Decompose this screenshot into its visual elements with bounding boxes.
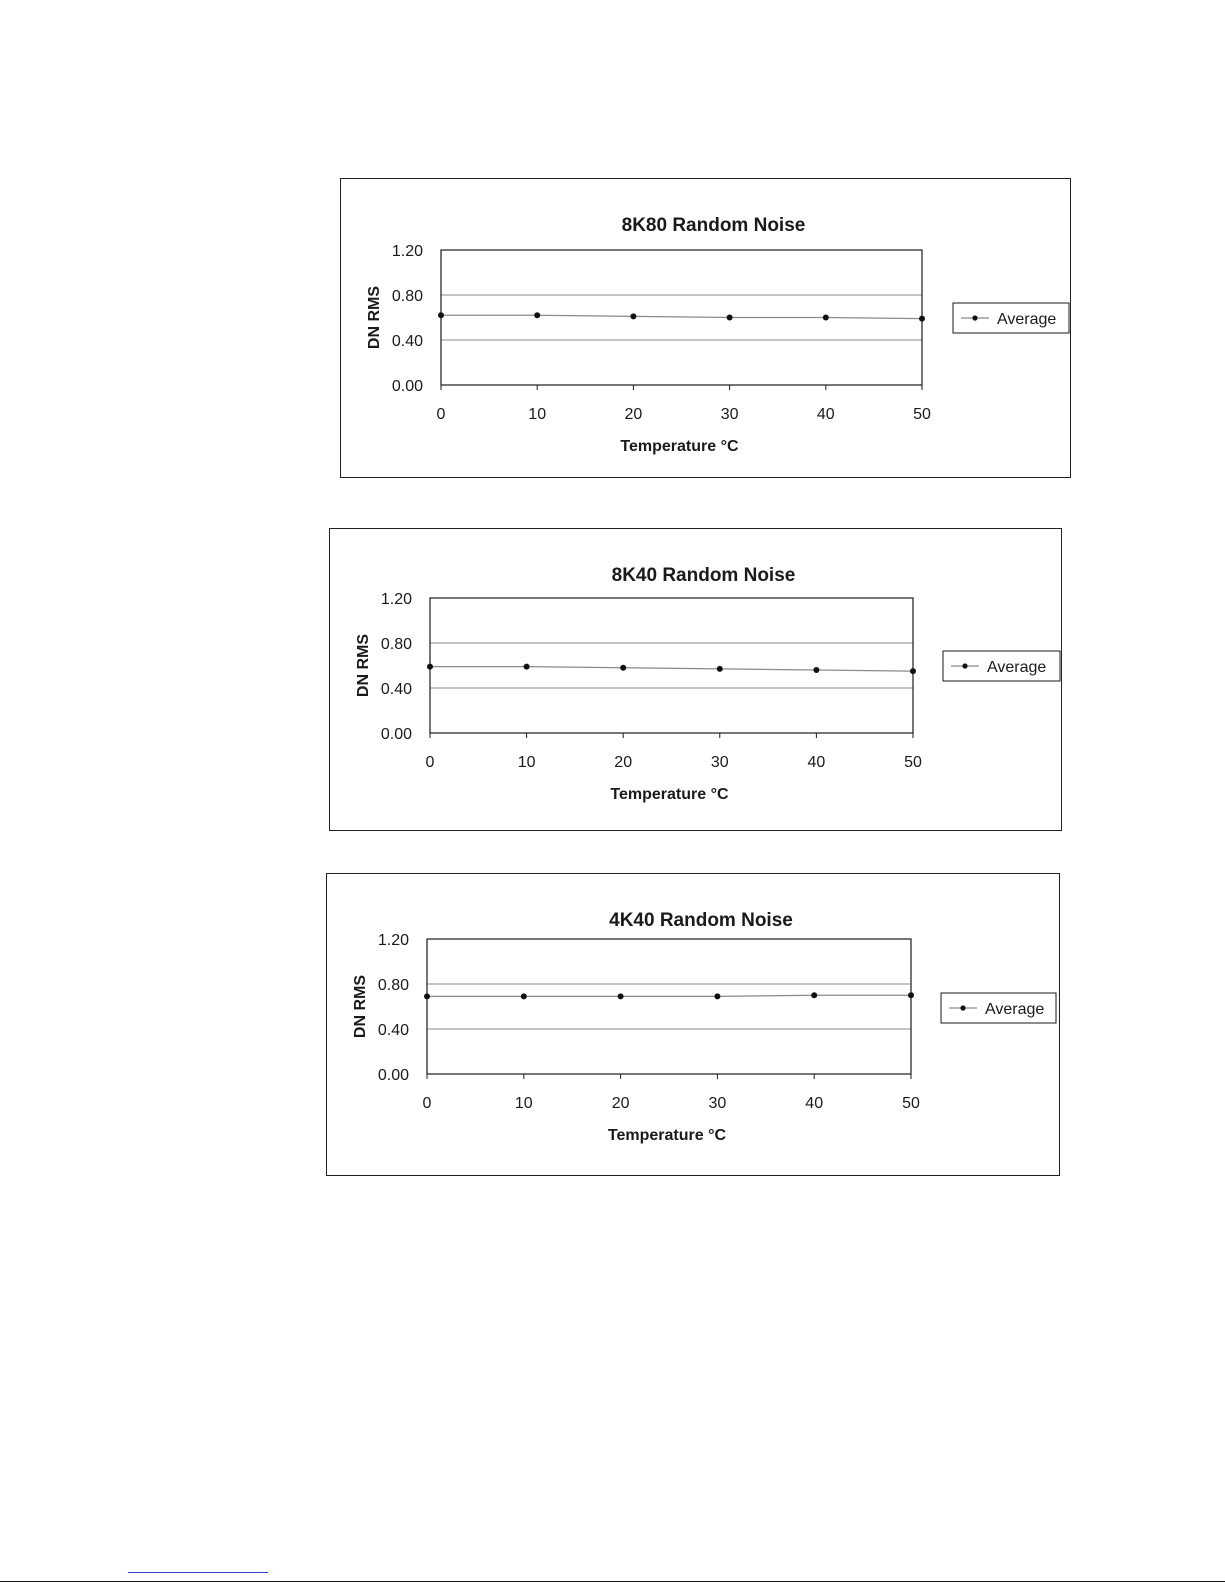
chart-2-legend-label: Average [985, 1001, 1045, 1018]
chart-2-series-line-0 [427, 995, 911, 996]
chart-2-data-point-1 [521, 993, 527, 999]
chart-panel-8k80 [340, 178, 1071, 478]
chart-8k80-svg [341, 179, 1072, 479]
chart-panel-4k40 [326, 873, 1060, 1176]
chart-0-data-point-5 [919, 316, 925, 322]
chart-2-xtick-label-2: 20 [611, 1095, 630, 1112]
chart-0-data-point-3 [727, 315, 733, 321]
chart-1-data-point-0 [427, 664, 433, 670]
chart-0-xtick-label-1: 10 [528, 406, 547, 423]
chart-1-y-axis-label: DN RMS [355, 633, 372, 698]
chart-2-legend-marker [960, 1005, 965, 1010]
chart-4k40-svg [327, 874, 1061, 1177]
chart-2-ytick-label-2: 0.80 [377, 977, 409, 994]
chart-0-x-axis-label: Temperature °C [620, 438, 739, 455]
chart-0-y-axis-label: DN RMS [366, 285, 383, 350]
chart-1-ytick-label-0: 0.00 [380, 726, 412, 743]
chart-2-xtick-label-3: 30 [708, 1095, 727, 1112]
chart-1-legend-label: Average [987, 659, 1047, 676]
chart-0-legend-marker [972, 315, 977, 320]
chart-2-plot-area [427, 939, 911, 1074]
chart-0-data-point-0 [438, 312, 444, 318]
chart-0-data-point-1 [534, 312, 540, 318]
chart-1-xtick-label-2: 20 [614, 754, 633, 771]
chart-0-ytick-label-1: 0.40 [391, 333, 423, 350]
chart-0-legend-label: Average [997, 311, 1057, 328]
chart-0-series-line-0 [441, 315, 922, 318]
chart-2-ytick-label-1: 0.40 [377, 1022, 409, 1039]
chart-1-series-line-0 [430, 667, 913, 672]
chart-1-ytick-label-3: 1.20 [380, 591, 412, 608]
chart-1-x-axis-label: Temperature °C [610, 786, 729, 803]
chart-2-title: 4K40 Random Noise [609, 910, 793, 931]
chart-0-data-point-2 [630, 313, 636, 319]
footnote-rule [128, 1572, 268, 1573]
chart-0-title: 8K80 Random Noise [621, 215, 806, 236]
chart-1-data-point-5 [910, 668, 916, 674]
page-bottom-rule [0, 1581, 1225, 1582]
chart-1-legend-marker [962, 663, 967, 668]
chart-1-xtick-label-4: 40 [807, 754, 826, 771]
chart-1-xtick-label-5: 50 [904, 754, 922, 771]
chart-2-data-point-0 [424, 993, 430, 999]
chart-2-data-point-5 [908, 992, 914, 998]
chart-1-xtick-label-1: 10 [517, 754, 536, 771]
chart-2-x-axis-label: Temperature °C [607, 1127, 727, 1144]
chart-1-data-point-2 [620, 665, 626, 671]
chart-2-xtick-label-5: 50 [902, 1095, 920, 1112]
chart-2-data-point-4 [811, 992, 817, 998]
chart-panel-8k40 [329, 528, 1062, 831]
chart-2-xtick-label-1: 10 [514, 1095, 533, 1112]
chart-1-xtick-label-0: 0 [425, 754, 435, 771]
chart-2-data-point-2 [618, 993, 624, 999]
chart-0-ytick-label-2: 0.80 [391, 288, 423, 305]
chart-0-xtick-label-0: 0 [436, 406, 446, 423]
chart-2-ytick-label-3: 1.20 [377, 932, 409, 949]
chart-2-xtick-label-4: 40 [805, 1095, 824, 1112]
chart-2-data-point-3 [714, 993, 720, 999]
chart-1-data-point-3 [717, 666, 723, 672]
chart-0-data-point-4 [823, 315, 829, 321]
chart-8k40-svg [330, 529, 1063, 832]
chart-2-ytick-label-0: 0.00 [377, 1067, 409, 1084]
chart-0-xtick-label-4: 40 [816, 406, 835, 423]
chart-1-ytick-label-1: 0.40 [380, 681, 412, 698]
chart-0-xtick-label-5: 50 [913, 406, 931, 423]
chart-1-data-point-4 [813, 667, 819, 673]
chart-0-ytick-label-3: 1.20 [391, 243, 423, 260]
chart-1-data-point-1 [524, 664, 530, 670]
chart-2-xtick-label-0: 0 [422, 1095, 432, 1112]
chart-0-ytick-label-0: 0.00 [391, 378, 423, 395]
chart-0-xtick-label-3: 30 [720, 406, 739, 423]
chart-1-title: 8K40 Random Noise [611, 565, 796, 586]
chart-1-plot-area [430, 598, 913, 733]
chart-1-xtick-label-3: 30 [710, 754, 729, 771]
chart-1-ytick-label-2: 0.80 [380, 636, 412, 653]
chart-2-y-axis-label: DN RMS [352, 974, 369, 1039]
chart-0-xtick-label-2: 20 [624, 406, 643, 423]
